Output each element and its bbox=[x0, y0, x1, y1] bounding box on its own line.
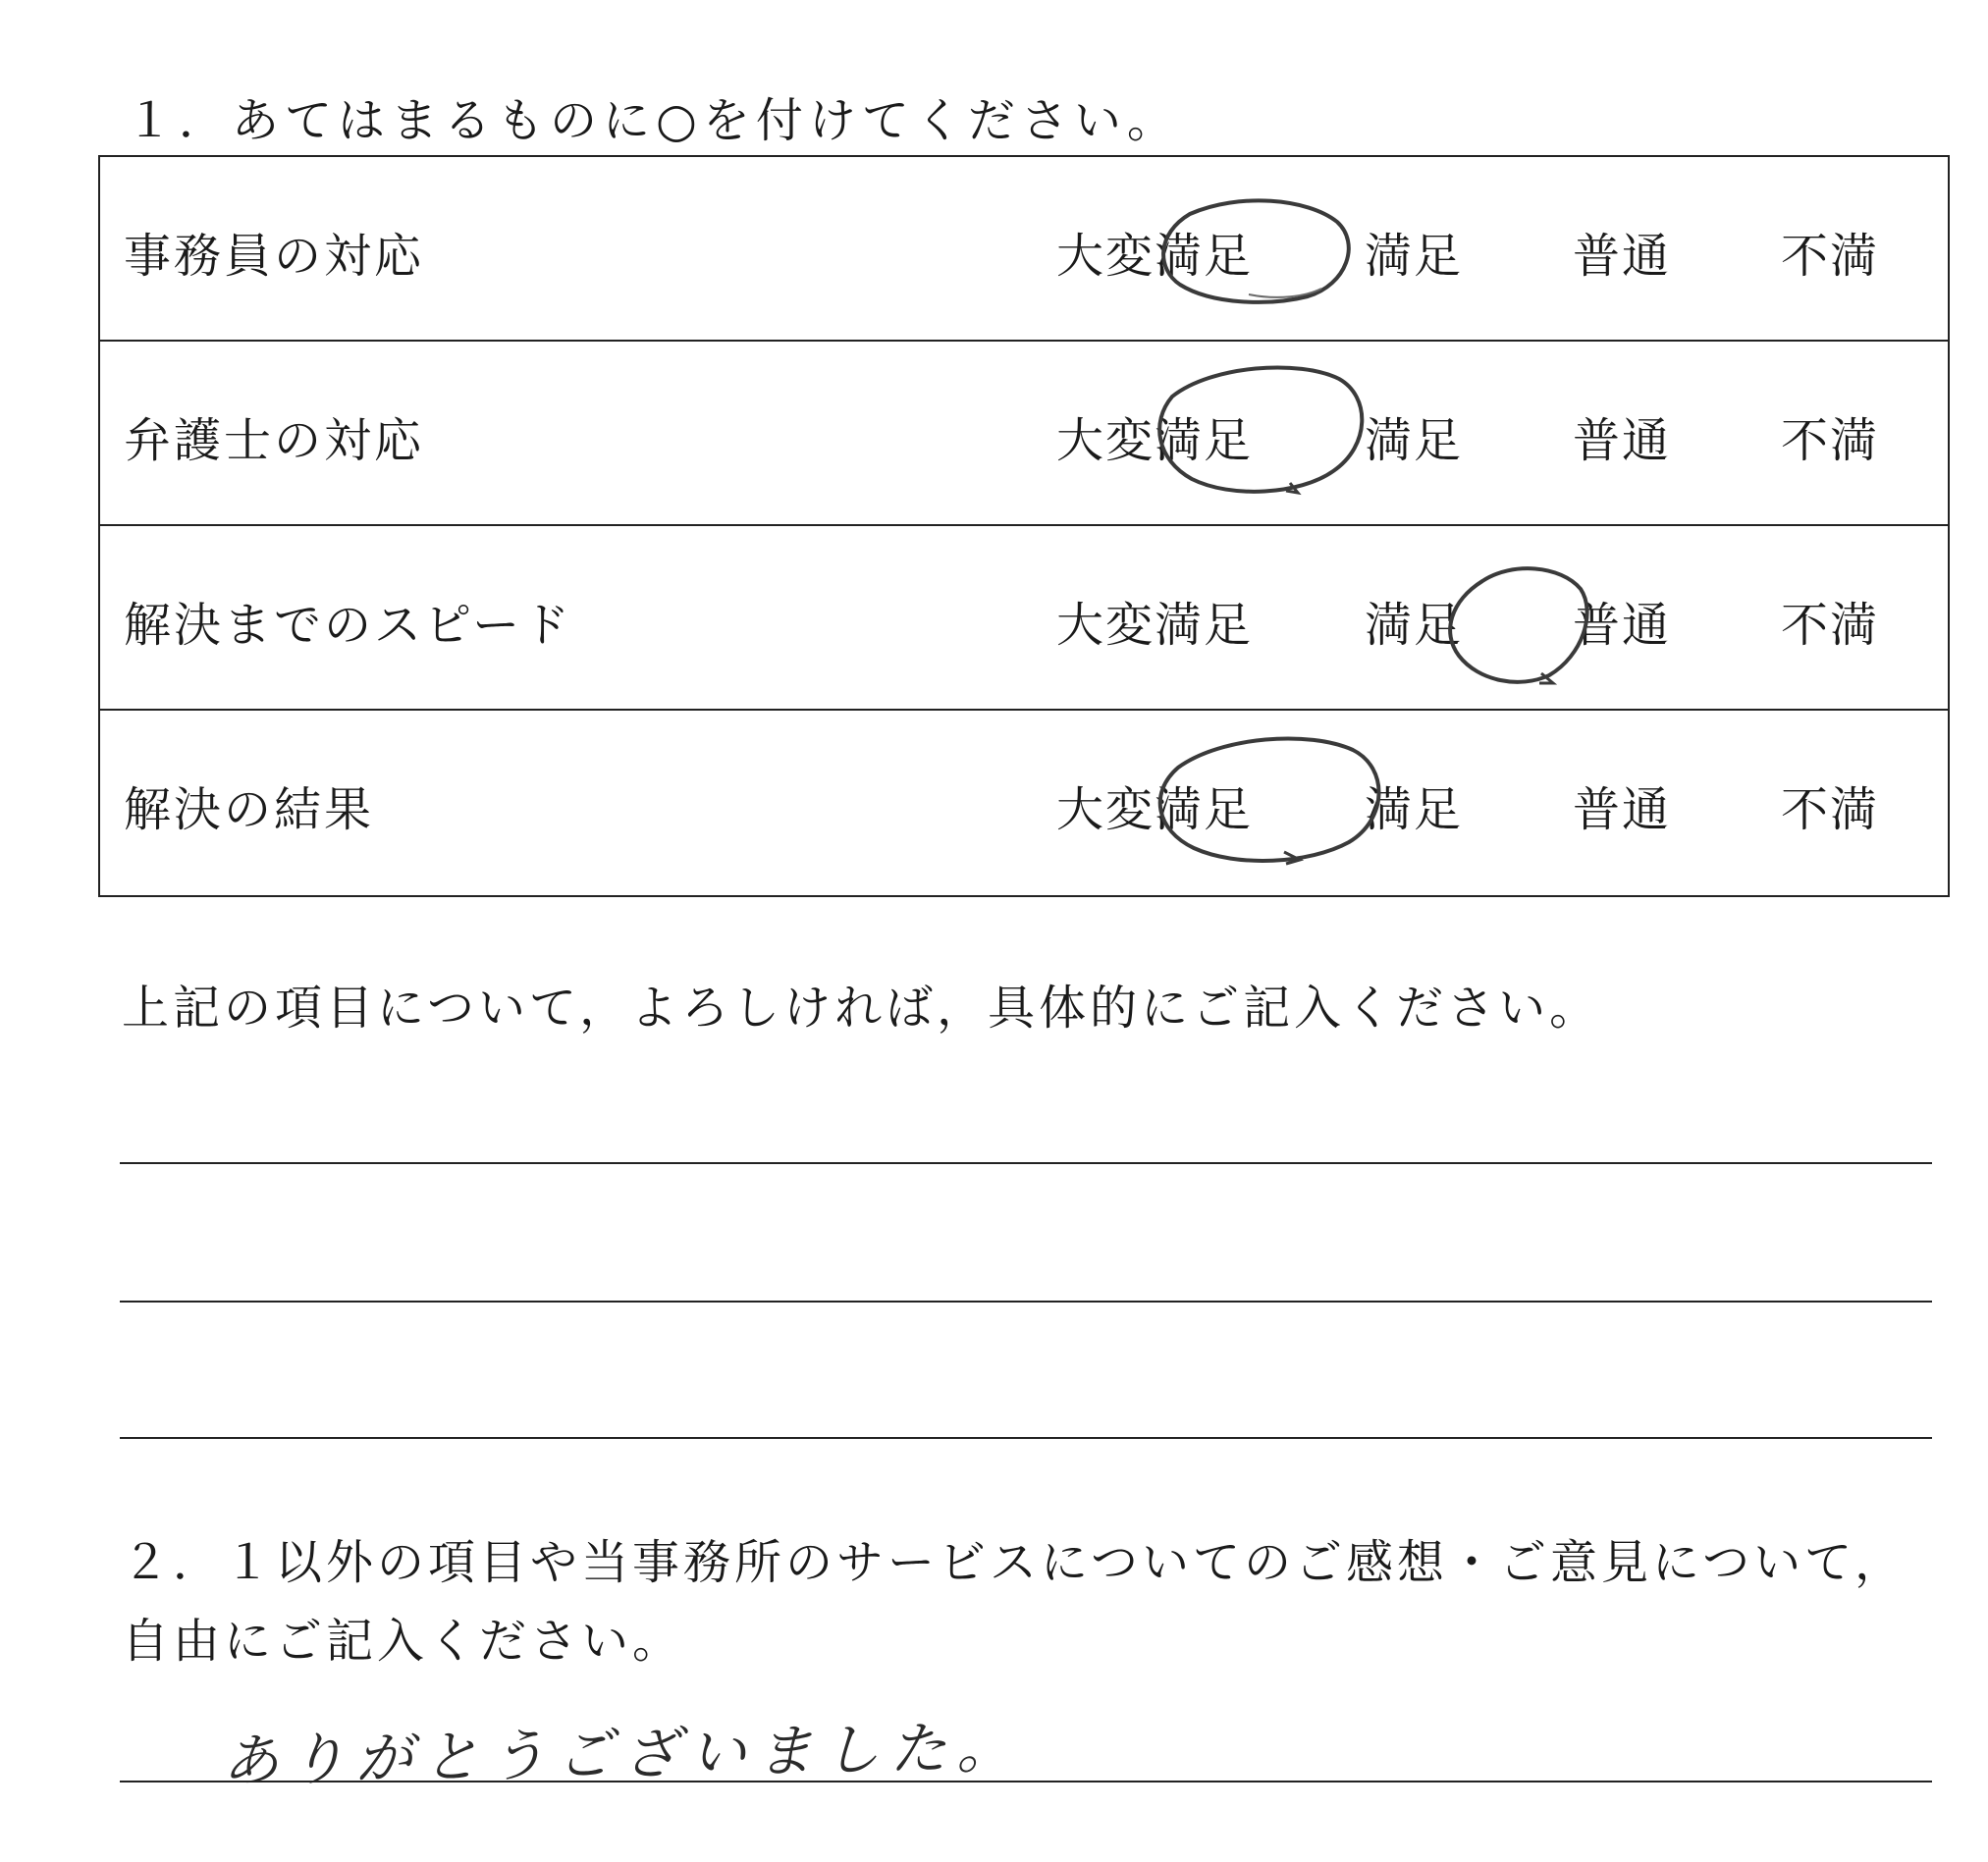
comment-prompt: 上記の項目について，よろしければ，具体的にご記入ください。 bbox=[122, 981, 1601, 1036]
option-satisfied[interactable]: 満足 bbox=[1365, 782, 1464, 837]
option-very-satisfied[interactable]: 大変満足 bbox=[1056, 229, 1254, 284]
handwritten-answer: ありがとうございました。 bbox=[221, 1713, 1024, 1795]
option-satisfied[interactable]: 満足 bbox=[1365, 413, 1464, 468]
rating-row-speed bbox=[100, 526, 1948, 711]
answer-line[interactable] bbox=[120, 1437, 1932, 1439]
row-label: 事務員の対応 bbox=[124, 229, 425, 284]
row-label: 解決の結果 bbox=[124, 782, 375, 837]
question-2-line-2: 自由にご記入ください。 bbox=[122, 1614, 684, 1669]
answer-line[interactable] bbox=[120, 1301, 1932, 1303]
option-very-satisfied[interactable]: 大変満足 bbox=[1056, 598, 1254, 653]
option-very-satisfied[interactable]: 大変満足 bbox=[1056, 782, 1254, 837]
question-1-heading: １．あてはまるものに○を付けてください。 bbox=[126, 93, 1180, 148]
rating-row-result bbox=[100, 711, 1948, 895]
option-average[interactable]: 普通 bbox=[1573, 782, 1672, 837]
option-average[interactable]: 普通 bbox=[1573, 598, 1672, 653]
option-dissatisfied[interactable]: 不満 bbox=[1781, 413, 1880, 468]
question-2-text bbox=[122, 1523, 1967, 1680]
answer-line[interactable] bbox=[120, 1781, 1932, 1782]
rating-table bbox=[98, 155, 1950, 897]
answer-line[interactable] bbox=[120, 1162, 1932, 1164]
row-label: 弁護士の対応 bbox=[124, 413, 425, 468]
option-satisfied[interactable]: 満足 bbox=[1365, 598, 1464, 653]
option-dissatisfied[interactable]: 不満 bbox=[1781, 598, 1880, 653]
row-label: 解決までのスピード bbox=[124, 598, 573, 653]
rating-row-lawyer bbox=[100, 342, 1948, 526]
option-dissatisfied[interactable]: 不満 bbox=[1781, 229, 1880, 284]
option-average[interactable]: 普通 bbox=[1573, 229, 1672, 284]
rating-row-staff bbox=[100, 157, 1948, 342]
option-average[interactable]: 普通 bbox=[1573, 413, 1672, 468]
option-very-satisfied[interactable]: 大変満足 bbox=[1056, 413, 1254, 468]
cut-off-top-text bbox=[98, 0, 1944, 6]
option-dissatisfied[interactable]: 不満 bbox=[1781, 782, 1880, 837]
question-2-line-1: ２．１以外の項目や当事務所のサービスについてのご感想・ご意見について， bbox=[122, 1535, 1907, 1590]
option-satisfied[interactable]: 満足 bbox=[1365, 229, 1464, 284]
